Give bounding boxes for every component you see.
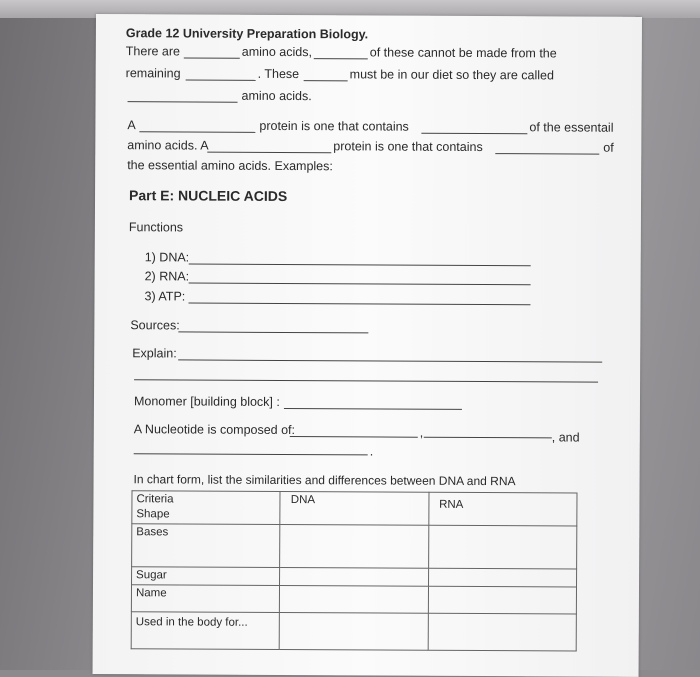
protein-text-2b: protein is one that contains bbox=[333, 139, 483, 155]
amino-text-3a: amino acids. bbox=[241, 88, 312, 104]
function-atp-blank[interactable] bbox=[188, 302, 530, 305]
protein-blank-1[interactable] bbox=[139, 131, 255, 133]
sources-blank[interactable] bbox=[178, 331, 368, 333]
worksheet-page bbox=[93, 14, 642, 677]
table-cell[interactable] bbox=[280, 524, 429, 568]
table-row bbox=[132, 524, 577, 569]
header-criteria: Criteria bbox=[136, 493, 174, 506]
table-cell[interactable] bbox=[428, 525, 577, 569]
table-cell[interactable] bbox=[132, 567, 280, 586]
monomer-label: Monomer [building block] : bbox=[133, 394, 280, 409]
dna-rna-comparison-table bbox=[131, 490, 578, 651]
function-atp-label: 3) ATP: bbox=[144, 289, 186, 304]
amino-blank-5[interactable] bbox=[128, 101, 238, 103]
protein-blank-3[interactable] bbox=[207, 152, 331, 154]
explain-blank-2[interactable] bbox=[134, 379, 598, 382]
table-cell[interactable] bbox=[132, 524, 281, 568]
nucleotide-blank-3[interactable] bbox=[134, 453, 368, 455]
amino-text-2c: must be in our diet so they are called bbox=[349, 67, 555, 83]
function-rna-label: 2) RNA: bbox=[144, 269, 190, 284]
chart-instruction: In chart form, list the similarities and differences between DNA and RNA bbox=[133, 472, 516, 489]
protein-text-1a: A bbox=[127, 118, 136, 133]
amino-text-1b: amino acids, bbox=[241, 44, 313, 60]
function-dna-blank[interactable] bbox=[189, 263, 531, 266]
monomer-blank[interactable] bbox=[284, 408, 462, 410]
row-label-shape: Shape bbox=[136, 508, 170, 521]
sources-label: Sources: bbox=[130, 318, 180, 333]
amino-blank-2[interactable] bbox=[314, 58, 368, 59]
nucleotide-and: , and bbox=[551, 430, 580, 445]
table-cell[interactable] bbox=[280, 585, 428, 613]
header-rna: RNA bbox=[439, 498, 464, 511]
table-cell[interactable] bbox=[280, 567, 428, 586]
table-header-row bbox=[132, 491, 577, 526]
amino-text-2a: remaining bbox=[125, 66, 181, 81]
table-cell[interactable] bbox=[131, 585, 279, 613]
nucleotide-blank-1[interactable] bbox=[290, 436, 418, 438]
amino-blank-1[interactable] bbox=[184, 57, 240, 58]
table-cell[interactable] bbox=[131, 612, 280, 650]
protein-text-2a: amino acids. A bbox=[127, 138, 209, 153]
protein-blank-4[interactable] bbox=[495, 153, 599, 155]
worksheet-title: Grade 12 University Preparation Biology. bbox=[125, 26, 369, 42]
table-row bbox=[131, 585, 576, 614]
table-cell[interactable] bbox=[132, 491, 280, 525]
amino-text-1a: There are bbox=[125, 44, 181, 59]
table-row bbox=[132, 567, 577, 587]
function-dna-label: 1) DNA: bbox=[144, 250, 190, 265]
header-dna: DNA bbox=[290, 494, 316, 507]
amino-blank-4[interactable] bbox=[304, 80, 348, 81]
protein-text-2c: of bbox=[603, 140, 614, 155]
amino-text-1c: of these cannot be made from the bbox=[369, 45, 557, 61]
nucleotide-end: . bbox=[369, 444, 374, 459]
header-dna-cell[interactable] bbox=[280, 491, 428, 525]
amino-text-2b: . These bbox=[257, 66, 300, 82]
row-label-bases: Bases bbox=[136, 526, 169, 539]
protein-text-1c: of the essentail bbox=[529, 120, 614, 135]
function-rna-blank[interactable] bbox=[189, 282, 531, 285]
nucleotide-separator: , bbox=[419, 425, 424, 440]
table-row bbox=[131, 612, 576, 651]
nucleotide-label: A Nucleotide is composed of: bbox=[133, 422, 296, 438]
row-label-sugar: Sugar bbox=[136, 569, 167, 582]
protein-text-1b: protein is one that contains bbox=[259, 118, 409, 134]
explain-blank-1[interactable] bbox=[178, 359, 602, 362]
table-cell[interactable] bbox=[428, 568, 576, 587]
protein-text-3a: the essential amino acids. Examples: bbox=[127, 158, 333, 174]
amino-blank-3[interactable] bbox=[186, 79, 256, 80]
table-cell[interactable] bbox=[428, 586, 576, 614]
table-cell[interactable] bbox=[280, 612, 429, 650]
explain-label: Explain: bbox=[132, 346, 177, 361]
header-rna-cell[interactable] bbox=[428, 492, 577, 526]
nucleotide-blank-2[interactable] bbox=[424, 437, 552, 439]
row-label-used-for: Used in the body for... bbox=[135, 616, 248, 629]
table-cell[interactable] bbox=[428, 613, 577, 651]
row-label-name: Name bbox=[135, 587, 167, 600]
functions-label: Functions bbox=[128, 220, 184, 235]
protein-blank-2[interactable] bbox=[421, 133, 527, 135]
part-e-heading: Part E: NUCLEIC ACIDS bbox=[129, 187, 288, 205]
